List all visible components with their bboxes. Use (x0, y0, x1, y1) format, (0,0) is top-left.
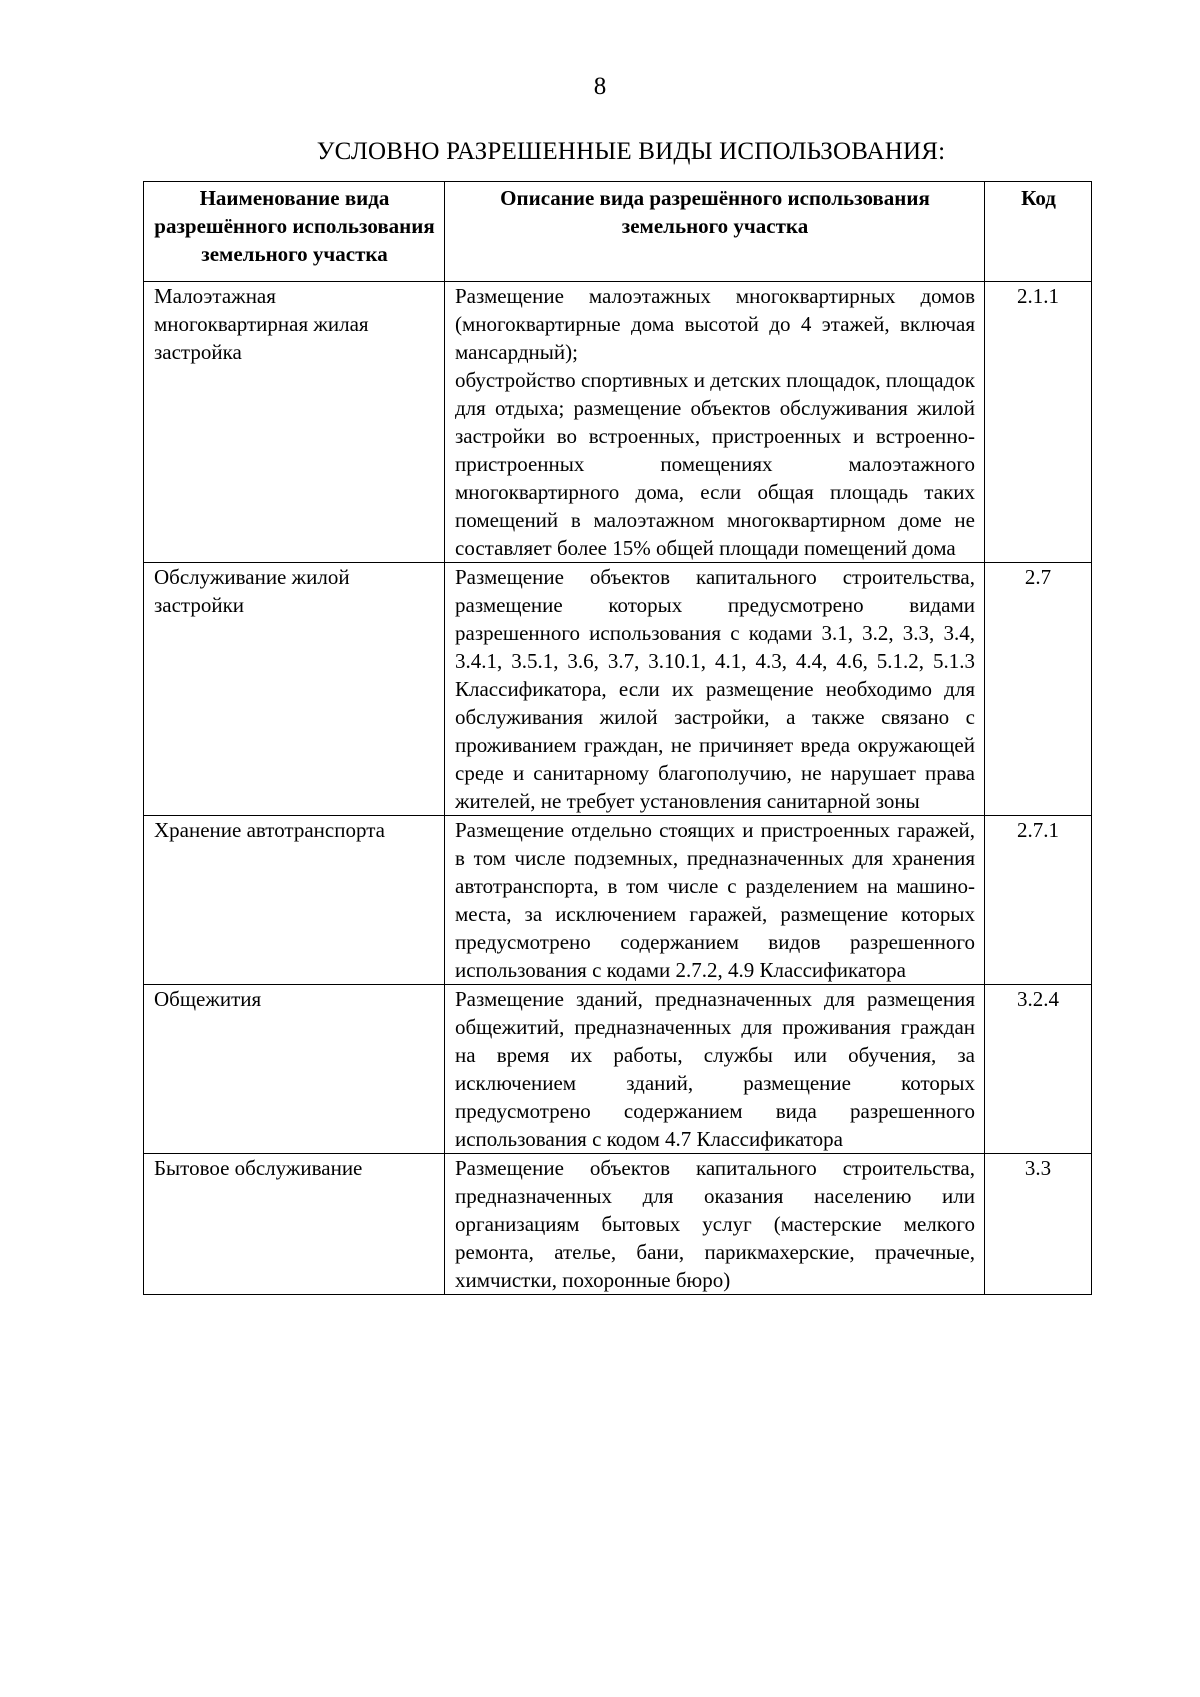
header-description: Описание вида разрешённого использования земельного участка (445, 182, 985, 282)
row-description-part: Размещение объектов капитального строительства, размещение которых предусмотрено видами разрешенного использования с кодами 3.1, 3.2, 3.3, 3.4, 3.4.1, 3.5.1, 3.6, 3.7, 3.10.1, 4.1, 4.3, 4.4, 4.6, 5.1.2, 5.1.3 Классификатора, если их размещение необходимо для обслуживания жилой застройки, а также связано с проживанием граждан, не причиняет вреда окружающей среде и санитарному благополучию, не нарушает права жителей, не требует установления санитарной зоны (455, 565, 975, 813)
row-code: 3.3 (985, 1154, 1092, 1295)
section-title: УСЛОВНО РАЗРЕШЕННЫЕ ВИДЫ ИСПОЛЬЗОВАНИЯ: (316, 138, 946, 165)
row-description (445, 563, 985, 816)
permitted-uses-table (143, 181, 1092, 1295)
row-description (445, 1154, 985, 1295)
row-description-part: Размещение зданий, предназначенных для размещения общежитий, предназначенных для проживания граждан на время их работы, службы или обучения, за исключением зданий, размещение которых предусмотрено содержанием вида разрешенного использования с кодом 4.7 Классификатора (455, 987, 975, 1151)
table-row (144, 985, 1092, 1154)
row-name: Малоэтажная многоквартирная жилая застройка (144, 282, 445, 563)
row-description-part: обустройство спортивных и детских площадок, площадок для отдыха; размещение объектов обслуживания жилой застройки во встроенных, пристроенных и встроенно-пристроенных помещениях малоэтажного многоквартирного дома, если общая площадь таких помещений в малоэтажном многоквартирном доме не составляет более 15% общей площади помещений дома (455, 368, 975, 560)
header-name: Наименование вида разрешённого использования земельного участка (144, 182, 445, 282)
row-name: Бытовое обслуживание (144, 1154, 445, 1295)
table-row (144, 563, 1092, 816)
table-header-row (144, 182, 1092, 282)
row-code: 2.7 (985, 563, 1092, 816)
table-row (144, 816, 1092, 985)
row-description-part: Размещение малоэтажных многоквартирных домов (многоквартирные дома высотой до 4 этажей, включая мансардный); (455, 284, 975, 364)
page-number: 8 (593, 73, 607, 100)
table-row (144, 1154, 1092, 1295)
row-code: 2.7.1 (985, 816, 1092, 985)
row-description-part: Размещение отдельно стоящих и пристроенных гаражей, в том числе подземных, предназначенных для хранения автотранспорта, в том числе с разделением на машино-места, за исключением гаражей, размещение которых предусмотрено содержанием видов разрешенного использования с кодами 2.7.2, 4.9 Классификатора (455, 818, 975, 982)
row-description (445, 282, 985, 563)
row-description (445, 816, 985, 985)
row-code: 2.1.1 (985, 282, 1092, 563)
row-name: Общежития (144, 985, 445, 1154)
row-description (445, 985, 985, 1154)
row-code: 3.2.4 (985, 985, 1092, 1154)
row-name: Обслуживание жилой застройки (144, 563, 445, 816)
row-name: Хранение автотранспорта (144, 816, 445, 985)
row-description-part: Размещение объектов капитального строительства, предназначенных для оказания населению или организациям бытовых услуг (мастерские мелкого ремонта, ателье, бани, парикмахерские, прачечные, химчистки, похоронные бюро) (455, 1156, 975, 1292)
header-code: Код (985, 182, 1092, 282)
table-row (144, 282, 1092, 563)
